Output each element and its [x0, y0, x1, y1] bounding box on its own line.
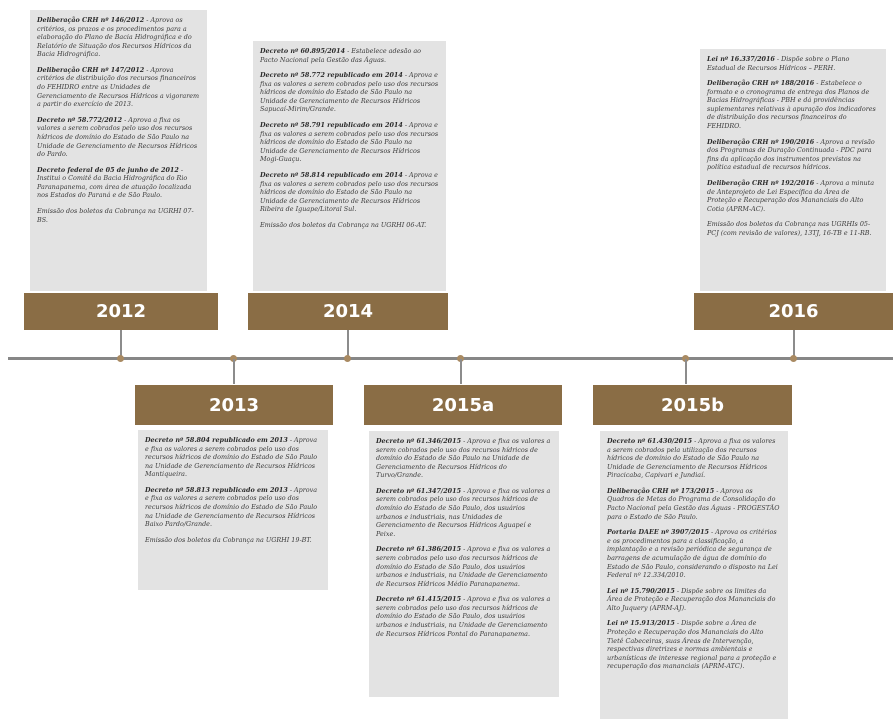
entry-text: - Aprova e fixa os valores a serem cobrados pelo uso dos recursos hídricos de domínio do Estado de São Paulo, dos usuários urbanos e industriais, nas Unidades de Gerenciamento de Recursos Hídricos Aguapeí e Peixe. [376, 486, 551, 538]
entries-2015a [376, 437, 552, 638]
entry-text: - Aprova e fixa os valores a serem cobrados pelo uso dos recursos hídricos de domínio do Estado de São Paulo na Unidade de Gerenciamento de Recursos Hídricos Mogi-Guaçu. [260, 121, 439, 164]
entry-title: Decreto nº 60.895/2014 [260, 47, 346, 55]
entry-2014-4 [260, 171, 439, 214]
entry-title: Deliberação CRH nº 173/2015 [607, 486, 715, 495]
note-2012 [30, 10, 207, 291]
entry-2015b-3 [607, 528, 781, 579]
entry-2012-3 [37, 116, 200, 159]
entry-text: - Aprova e fixa os valores a serem cobrados pelo uso dos recursos hídricos de domínio do Estado de São Paulo na Unidade de Gerenciamento de Recursos Hídricos do Turvo/Grande. [376, 437, 551, 480]
year-label-2015b: 2015b [593, 385, 792, 425]
entry-text: - Aprova e fixa os valores a serem cobrados pelo uso dos recursos hídricos de domínio do Estado de São Paulo na Unidade de Gerenciamento de Recursos Hídricos Mantiqueira. [145, 436, 318, 479]
year-label-2014: 2014 [248, 293, 448, 330]
entry-2016-1 [707, 55, 879, 72]
entry-text: - Aprova os critérios e os procedimentos para a classificação, a implantação e a revisão periódica de segurança de barragens de acumulação de água de domínio do Estado de São Paulo, considerando o disposto na Lei Federal nº 12.334/2010. [607, 528, 778, 580]
stem-2015b [685, 359, 687, 384]
entry-title: Decreto nº 61.346/2015 [376, 437, 462, 445]
entry-title: Decreto nº 58.804 republicado em 2013 [145, 436, 288, 444]
entries-2015b [607, 437, 781, 671]
entry-2015b-1 [607, 437, 781, 480]
note-2016 [700, 49, 886, 291]
timeline-axis [8, 357, 893, 360]
entry-2015b-4 [607, 587, 781, 613]
entry-title: Deliberação CRH nº 192/2016 [707, 178, 815, 187]
entry-text: - Aprova os Quadros de Metas do Programa de Consolidação do Pacto Nacional pela Gestão das Águas - PROGESTÃO para o Estado de São Paulo. [607, 486, 780, 521]
emission-2016: Emissão dos boletos da Cobrança nas UGRHIs 05-PCJ (com revisão de valores), 13TJ, 16-TB e 11-RB. [707, 220, 872, 237]
entry-2015a-4 [376, 595, 552, 638]
note-2015a [369, 431, 559, 697]
entry-title: Decreto nº 58.772/2012 [37, 115, 123, 124]
entry-title: Portaria DAEE nº 3907/2015 [607, 528, 709, 537]
entry-title: Decreto nº 61.386/2015 [376, 545, 462, 554]
entry-title: Decreto nº 61.430/2015 [607, 437, 693, 445]
stem-2013 [233, 359, 235, 384]
entry-2012-1 [37, 16, 200, 59]
year-label-2016: 2016 [694, 293, 893, 330]
entry-title: Deliberação CRH nº 147/2012 [37, 65, 145, 74]
year-label-2015a: 2015a [364, 385, 562, 425]
entry-2016-2 [707, 79, 879, 130]
entries-2016 [707, 55, 879, 213]
year-label-2012: 2012 [24, 293, 218, 330]
stem-2015a [460, 359, 462, 384]
entry-2015a-2 [376, 487, 552, 538]
entry-2012-2 [37, 66, 200, 109]
entry-2014-2 [260, 71, 439, 114]
entry-2013-1 [145, 436, 321, 479]
entry-text: - Dispõe sobre a Área de Proteção e Recuperação dos Mananciais do Alto Tietê Cabeceiras, suas Áreas de Intervenção, respectivas diretrizes e normas ambientais e urbanísticas de interesse regional para a proteção e recuperação dos mananciais (APRM-ATC). [607, 619, 777, 671]
entry-2015b-2 [607, 487, 781, 521]
entry-text: - Estabelece o formato e o cronograma de entrega dos Planos de Bacias Hidrográficas - PBH e dá providências suplementares relativas à apuração dos indicadores de distribuição dos recursos financeiros do FEHIDRO. [707, 79, 876, 131]
note-2013 [138, 430, 328, 590]
emission-2013: Emissão dos boletos da Cobrança na UGRHI 19-BT. [145, 535, 312, 544]
entry-text: - Aprova critérios de distribuição dos recursos financeiros do FEHIDRO entre as Unidades de Gerenciamento de Recursos Hídricos a vigorarem a partir do exercício de 2013. [37, 65, 200, 109]
entry-text: - Aprova e fixa os valores a serem cobrados pelo uso dos recursos hídricos de domínio do Estado de São Paulo, dos usuários urbanos e industriais, na Unidade de Gerenciamento de Recursos Hídricos Pontal do Paranapanema. [376, 595, 551, 638]
entry-2014-3 [260, 121, 439, 164]
entry-title: Lei nº 15.913/2015 [607, 619, 675, 628]
entry-2012-4 [37, 166, 200, 200]
entry-title: Deliberação CRH nº 190/2016 [707, 137, 815, 146]
entry-text: - Aprova e fixa os valores a serem cobrados pelo uso dos recursos hídricos de domínio do Estado de São Paulo, dos usuários urbanos e industriais, na Unidade de Gerenciamento de Recursos Hídricos Médio Paranapanema. [376, 545, 551, 588]
entry-2015a-1 [376, 437, 552, 480]
node-2014 [344, 355, 351, 362]
entry-text: - Aprova a revisão dos Programas de Duração Continuada - PDC para fins da aplicação dos instrumentos previstos na política estadual de recursos hídricos. [707, 137, 875, 172]
entry-text: - Aprova a minuta de Anteprojeto de Lei Específica da Área de Proteção e Recuperação dos Mananciais do Alto Cotia (APRM-AC). [707, 178, 875, 213]
stem-2012 [120, 330, 122, 358]
entries-2013 [145, 436, 321, 529]
entry-2013-2 [145, 486, 321, 529]
entry-2015b-5 [607, 619, 781, 670]
entries-2012 [37, 16, 200, 200]
note-2014 [253, 41, 446, 291]
entry-title: Decreto nº 58.791 republicado em 2014 [260, 121, 403, 130]
note-2015b [600, 431, 788, 719]
entry-title: Deliberação CRH nº 188/2016 [707, 79, 815, 88]
entries-2014 [260, 47, 439, 214]
entry-2014-1 [260, 47, 439, 64]
entry-text: - Aprova e fixa os valores a serem cobrados pelo uso dos recursos hídricos de domínio do Estado de São Paulo na Unidade de Gerenciamento de Recursos Hídricos Baixo Pardo/Grande. [145, 485, 318, 529]
entry-text: - Dispõe sobre o Plano Estadual de Recursos Hídricos – PERH. [707, 55, 850, 72]
node-2016 [790, 355, 797, 362]
entry-title: Decreto nº 61.415/2015 [376, 595, 462, 604]
entry-title: Decreto nº 58.772 republicado em 2014 [260, 71, 403, 80]
node-2012 [117, 355, 124, 362]
entry-text: - Institui o Comitê da Bacia Hidrográfica do Rio Paranapanema, com área de atuação localizada nos Estados do Paraná e de São Paulo. [37, 165, 192, 200]
entry-title: Decreto nº 58.813 republicado em 2013 [145, 485, 288, 494]
entry-text: - Estabelece adesão ao Pacto Nacional pela Gestão das Águas. [260, 47, 421, 64]
year-label-2013: 2013 [135, 385, 333, 425]
entry-2015a-3 [376, 545, 552, 588]
emission-2012: Emissão dos boletos da Cobrança na UGRHI 07-BS. [37, 206, 194, 224]
entry-title: Lei nº 15.790/2015 [607, 586, 675, 595]
entry-title: Decreto nº 58.814 republicado em 2014 [260, 170, 403, 179]
stem-2014 [347, 330, 349, 358]
entry-2016-4 [707, 179, 879, 213]
emission-2014: Emissão dos boletos da Cobrança na UGRHI 06-AT. [260, 220, 427, 229]
entry-title: Lei nº 16.337/2016 [707, 55, 775, 63]
entry-title: Decreto nº 61.347/2015 [376, 486, 462, 495]
entry-2016-3 [707, 138, 879, 172]
entry-text: - Aprova a fixa os valores a serem cobrados pelo uso dos recursos hídricos de domínio do Estado de São Paulo na Unidade de Gerenciamento de Recursos Hídricos do Pardo. [37, 115, 198, 159]
stem-2016 [793, 330, 795, 358]
entry-title: Deliberação CRH nº 146/2012 [37, 16, 145, 24]
entry-text: - Aprova e fixa os valores a serem cobrados pelo uso dos recursos hídricos de domínio do Estado de São Paulo na Unidade de Gerenciamento de Recursos Hídricos Ribeira de Iguape/Litoral Sul. [260, 170, 439, 214]
entry-text: - Dispõe sobre os limites da Área de Proteção e Recuperação dos Mananciais do Alto Juquery (APRM-AJ). [607, 586, 776, 612]
entry-text: - Aprova a fixa os valores a serem cobrados pela utilização dos recursos hídricos de domínio do Estado de São Paulo na Unidade de Gerenciamento de Recursos Hídricos Piracicaba, Capivari e Jundiaí. [607, 437, 776, 480]
entry-text: - Aprova os critérios, os prazos e os procedimentos para a elaboração do Plano de Bacia Hidrográfica e do Relatório de Situação dos Recursos Hídricos da Bacia Hidrográfica. [37, 16, 192, 59]
entry-title: Decreto federal de 05 de junho de 2012 [37, 165, 179, 174]
entry-text: - Aprova e fixa os valores a serem cobrados pelo uso dos recursos hídricos de domínio do Estado de São Paulo na Unidade de Gerenciamento de Recursos Hídricos Sapucaí-Mirim/Grande. [260, 71, 439, 114]
